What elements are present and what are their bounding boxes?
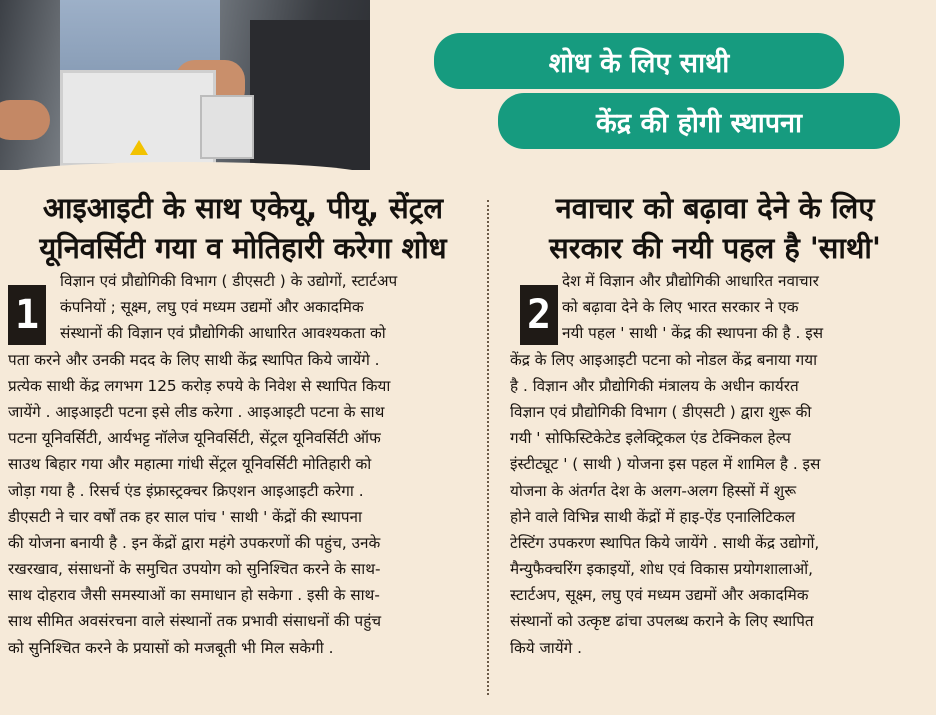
article2-body-line: देश में विज्ञान और प्रौद्योगिकी आधारित नवाचार: [562, 272, 819, 290]
article1-body-line: जायेंगे . आइआइटी पटना इसे लीड करेगा . आइआइटी पटना के साथ: [8, 402, 385, 421]
column-divider: [487, 200, 489, 695]
article2-body-line: संस्थानों को उत्कृष्ट ढांचा उपलब्ध कराने के लिए स्थापित: [510, 612, 814, 631]
article2-body-line: विज्ञान एवं प्रौद्योगिकी विभाग ( डीएसटी ) द्वारा शुरू की: [510, 402, 812, 421]
article1-number-badge: 1: [8, 285, 46, 345]
article2-body-line: केंद्र के लिए आइआइटी पटना को नोडल केंद्र बनाया गया: [510, 350, 818, 369]
article2-body-line: मैन्युफैक्चरिंग इकाइयों, शोध एवं विकास प्रयोगशालाओं,: [510, 560, 813, 579]
article1-body-line: साथ दोहराव जैसी समस्याओं का समाधान हो सकेगा . इसी के साथ-: [8, 586, 380, 605]
article2-body-line: टेस्टिंग उपकरण स्थापित किये जायेंगे . साथी केंद्र उद्योगों,: [510, 533, 820, 552]
article1-body-line: विज्ञान एवं प्रौद्योगिकी विभाग ( डीएसटी ) के उद्योगों, स्टार्टअप: [60, 272, 398, 290]
article1-body-line: रखरखाव, संसाधनों के समुचित उपयोग को सुनिश्चित करने के साथ-: [8, 560, 381, 579]
article2-body-line: इंस्टीट्यूट ' ( साथी ) योजना इस पहल में शामिल है . इस: [510, 455, 821, 474]
article1-body-line: साथ सीमित अवसंरचना वाले संस्थानों तक प्रभावी संसाधनों की पहुंच: [8, 612, 382, 631]
article2-body-line: है . विज्ञान और प्रौद्योगिकी मंत्रालय के अधीन कार्यरत: [510, 376, 799, 395]
article2-body-line: स्टार्टअप, सूक्ष्म, लघु एवं मध्यम उद्यमों और अकादमिक: [510, 586, 809, 605]
article1-headline-line2: यूनिवर्सिटी गया व मोतिहारी करेगा शोध: [39, 231, 447, 265]
article1-body-line: को सुनिश्चित करने के प्रयासों को मजबूती भी मिल सकेगी .: [8, 638, 334, 657]
article2-body-line: योजना के अंतर्गत देश के अलग-अलग हिस्सों में शुरू: [510, 481, 797, 500]
banner-title-line1: शोध के लिए साथी: [434, 33, 844, 89]
article2-body-line: को बढ़ावा देने के लिए भारत सरकार ने एक: [562, 298, 799, 317]
banner-title-line2: केंद्र की होगी स्थापना: [498, 93, 900, 149]
article1-body-line: पटना यूनिवर्सिटी, आर्यभट्ट नॉलेज यूनिवर्सिटी, सेंट्रल यूनिवर्सिटी ऑफ: [8, 429, 381, 448]
article2-headline-line1: नवाचार को बढ़ावा देने के लिए: [555, 191, 875, 225]
article1-body-line: की योजना बनायी है . इन केंद्रों द्वारा महंगे उपकरणों की पहुंच, उनके: [8, 533, 381, 552]
article2-body-line: नयी पहल ' साथी ' केंद्र की स्थापना की है . इस: [562, 324, 824, 343]
article1-body-line: कंपनियों ; सूक्ष्म, लघु एवं मध्यम उद्यमों और अकादमिक: [60, 298, 364, 317]
article1-body-line: डीएसटी ने चार वर्षों तक हर साल पांच ' साथी ' केंद्रों की स्थापना: [8, 507, 362, 526]
article1-body-line: प्रत्येक साथी केंद्र लगभग 125 करोड़ रुपये के निवेश से स्थापित किया: [8, 376, 391, 395]
lab-photo: [0, 0, 370, 170]
article2-body-line: किये जायेंगे .: [510, 638, 582, 657]
article2-headline-line2: सरकार की नयी पहल है 'साथी': [549, 231, 881, 265]
article1-body-line: जोड़ा गया है . रिसर्च एंड इंफ्रास्ट्रक्चर क्रिएशन आइआइटी करेगा .: [8, 481, 364, 500]
article1-headline-line1: आइआइटी के साथ एकेयू, पीयू, सेंट्रल: [42, 191, 444, 225]
article1-body-line: पता करने और उनकी मदद के लिए साथी केंद्र स्थापित किये जायेंगे .: [8, 350, 380, 369]
article2-headline: [505, 188, 925, 268]
article1-body: [8, 268, 478, 661]
article2-body-line: होने वाले विभिन्न साथी केंद्रों में हाइ-ऐंड एनालिटिकल: [510, 507, 796, 526]
article1-body-line: साउथ बिहार गया और महात्मा गांधी सेंट्रल यूनिवर्सिटी मोतिहारी को: [8, 455, 372, 474]
article1-headline: [8, 188, 478, 268]
article2-number-badge: 2: [520, 285, 558, 345]
article2-body: [510, 268, 928, 661]
article2-body-line: गयी ' सोफिस्टिकेटेड इलेक्ट्रिकल एंड टेक्निकल हेल्प: [510, 429, 791, 448]
article1-body-line: संस्थानों की विज्ञान एवं प्रौद्योगिकी आधारित आवश्यकता को: [60, 324, 386, 343]
warning-sign-icon: [130, 140, 148, 155]
